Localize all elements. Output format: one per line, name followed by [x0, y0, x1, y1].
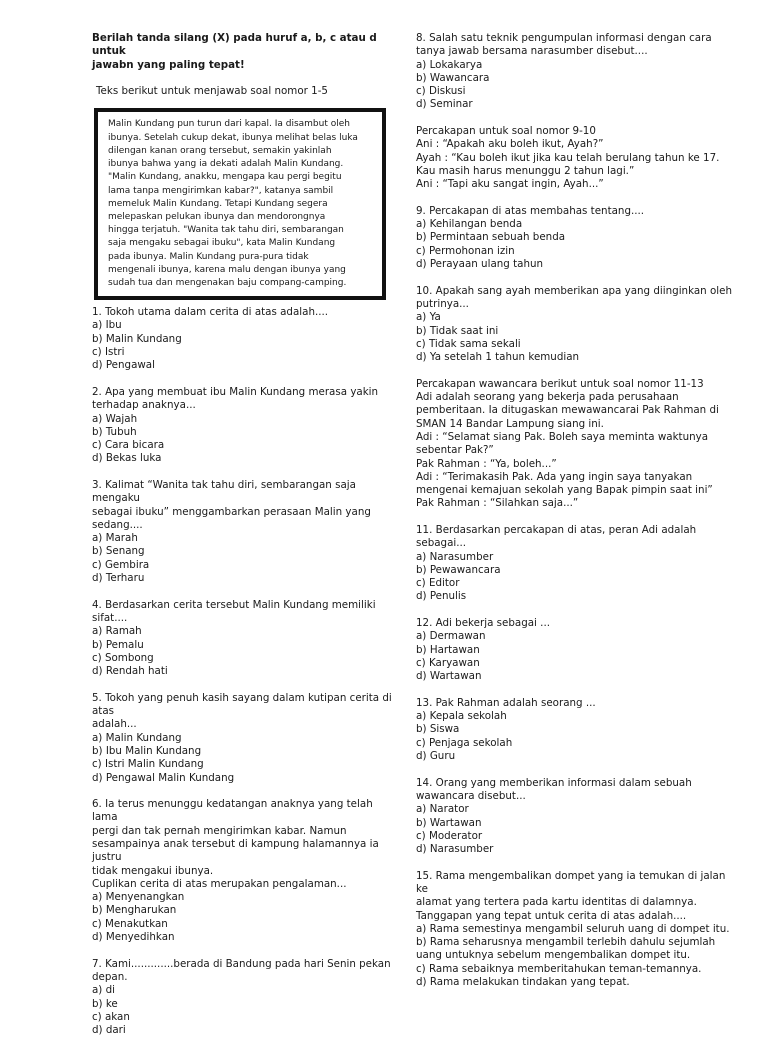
left-column: [92, 32, 396, 1051]
question-text: 5. Tokoh yang penuh kasih sayang dalam kutipan cerita di atas: [92, 691, 396, 718]
answer-option[interactable]: c) Menakutkan: [92, 917, 168, 930]
question-text: putrinya...: [416, 297, 469, 310]
passage-line: mengenali ibunya, karena malu dengan ibunya yang: [108, 264, 346, 275]
answer-option[interactable]: d) Rama melakukan tindakan yang tepat.: [416, 976, 630, 989]
answer-option[interactable]: a) Menyenangkan: [92, 891, 185, 904]
answer-option[interactable]: c) Cara bicara: [92, 439, 165, 452]
question-text: 8. Salah satu teknik pengumpulan informasi dengan cara: [416, 32, 712, 44]
question-text: alamat yang tertera pada kartu identitas di dalamnya.: [416, 896, 697, 909]
question-text: Tanggapan yang tepat untuk cerita di atas adalah....: [416, 909, 687, 922]
answer-option[interactable]: d) Pengawal Malin Kundang: [92, 771, 235, 784]
question-text: 4. Berdasarkan cerita tersebut Malin Kundang memiliki sifat....: [92, 598, 379, 624]
answer-option[interactable]: d) Bekas luka: [92, 452, 162, 465]
question-block: [92, 306, 392, 372]
answer-option[interactable]: b) Hartawan: [416, 643, 480, 656]
question-block: [416, 285, 736, 365]
answer-option[interactable]: d) dari: [92, 1024, 126, 1037]
question-text: 1. Tokoh utama dalam cerita di atas adalah....: [92, 306, 329, 319]
question-text: Cuplikan cerita di atas merupakan pengalaman...: [92, 877, 347, 890]
question-text: 6. Ia terus menunggu kedatangan anaknya yang telah lama: [92, 798, 376, 824]
answer-option[interactable]: c) Penjaga sekolah: [416, 736, 513, 749]
answer-option[interactable]: b) Mengharukan: [92, 904, 177, 917]
question-text: Pak Rahman : “Ya, boleh...”: [416, 457, 557, 470]
question-text: 11. Berdasarkan percakapan di atas, peran Adi adalah: [416, 523, 697, 536]
answer-option[interactable]: a) Wajah: [92, 412, 138, 425]
passage-intro: Teks berikut untuk menjawab soal nomor 1-5: [96, 85, 328, 98]
answer-option[interactable]: d) Ya setelah 1 tahun kemudian: [416, 351, 580, 364]
answer-option[interactable]: c) Diskusi: [416, 85, 466, 98]
question-text: Adi : “Terimakasih Pak. Ada yang ingin saya tanyakan: [416, 470, 693, 483]
question-block: [416, 870, 736, 990]
answer-option[interactable]: c) Editor: [416, 577, 460, 590]
question-text: Adi : “Selamat siang Pak. Boleh saya meminta waktunya: [416, 430, 709, 443]
answer-option[interactable]: c) Tidak sama sekali: [416, 337, 521, 350]
question-block: [416, 125, 736, 191]
question-text: depan.: [92, 970, 128, 983]
answer-option[interactable]: d) Wartawan: [416, 670, 482, 683]
question-block: [416, 617, 736, 683]
question-text: wawancara disebut...: [416, 789, 526, 802]
answer-option[interactable]: b) ke: [92, 997, 118, 1010]
answer-option[interactable]: a) Narator: [416, 803, 469, 816]
question-text: Ayah : “Kau boleh ikut jika kau telah berulang tahun ke 17.: [416, 151, 720, 164]
answer-option[interactable]: a) di: [92, 984, 115, 997]
answer-option[interactable]: c) Istri: [92, 346, 125, 359]
question-text: 3. Kalimat “Wanita tak tahu diri, sembarangan saja mengaku: [92, 478, 360, 505]
answer-option[interactable]: a) Lokakarya: [416, 58, 483, 71]
instructions-line: jawabn yang paling tepat!: [92, 58, 245, 71]
answer-option[interactable]: d) Perayaan ulang tahun: [416, 258, 544, 271]
answer-option[interactable]: d) Menyedihkan: [92, 931, 175, 944]
passage-line: lama tanpa mengirimkan kabar?", katanya sambil: [108, 185, 334, 196]
question-text: 14. Orang yang memberikan informasi dalam sebuah: [416, 776, 692, 789]
answer-option[interactable]: a) Kehilangan benda: [416, 218, 523, 231]
question-text: Ani : “Apakah aku boleh ikut, Ayah?”: [416, 138, 604, 151]
answer-option[interactable]: a) Marah: [92, 532, 138, 545]
question-block: [92, 958, 392, 1038]
question-block: [416, 524, 736, 604]
question-text: sebagai...: [416, 537, 467, 550]
question-text: Ani : “Tapi aku sangat ingin, Ayah...”: [416, 178, 604, 191]
question-text: pemberitaan. Ia ditugaskan mewawancarai Pak Rahman di: [416, 404, 719, 417]
question-text: tidak mengakui ibunya.: [92, 864, 214, 877]
answer-option[interactable]: d) Narasumber: [416, 843, 494, 856]
question-text: Percakapan wawancara berikut untuk soal nomor 11-13: [416, 377, 704, 390]
question-text: sebagai ibuku” menggambarkan perasaan Malin yang: [92, 505, 371, 518]
answer-option[interactable]: d) Pengawal: [92, 359, 155, 372]
answer-option[interactable]: c) Sombong: [92, 651, 154, 664]
passage-line: sudah tua dan mengenakan baju compang-camping.: [108, 277, 347, 288]
answer-option[interactable]: d) Guru: [416, 750, 456, 763]
answer-option[interactable]: a) Rama semestinya mengambil seluruh uang di dompet itu.: [416, 922, 730, 935]
question-block: [92, 479, 392, 585]
passage-line: melepaskan pelukan ibunya dan mendorongnya: [108, 211, 326, 222]
answer-option[interactable]: c) Karyawan: [416, 656, 480, 669]
answer-option[interactable]: a) Dermawan: [416, 630, 486, 643]
answer-option[interactable]: c) Permohonan izin: [416, 244, 515, 257]
passage-line: "Malin Kundang, anakku, mengapa kau pergi begitu: [108, 172, 342, 183]
answer-option[interactable]: b) Malin Kundang: [92, 332, 182, 345]
answer-option[interactable]: a) Ibu: [92, 319, 122, 332]
question-text: SMAN 14 Bandar Lampung siang ini.: [416, 417, 604, 430]
answer-option[interactable]: c) Moderator: [416, 829, 483, 842]
answer-option[interactable]: b) Tubuh: [92, 425, 137, 438]
passage-line: pada ibunya. Malin Kundang pura-pura tidak: [108, 251, 309, 262]
passage-line: Malin Kundang pun turun dari kapal. Ia disambut oleh: [108, 119, 350, 130]
question-text: adalah...: [92, 718, 137, 731]
question-text: 7. Kami.............berada di Bandung pada hari Senin pekan: [92, 957, 391, 970]
passage-line: ibunya. Setelah cukup dekat, ibunya melihat belas luka: [108, 132, 358, 143]
question-block: [416, 777, 736, 857]
answer-option[interactable]: b) Siswa: [416, 723, 460, 736]
answer-option[interactable]: a) Narasumber: [416, 550, 494, 563]
answer-option[interactable]: b) Tidak saat ini: [416, 324, 499, 337]
answer-option[interactable]: c) Rama sebaiknya memberitahukan teman-temannya.: [416, 962, 702, 975]
answer-option[interactable]: b) Wartawan: [416, 816, 482, 829]
question-block: [92, 599, 392, 679]
answer-option[interactable]: c) akan: [92, 1010, 130, 1023]
question-text: sesampainya anak tersebut di kampung halamannya ia justru: [92, 838, 383, 864]
question-text: Adi adalah seorang yang bekerja pada perusahaan: [416, 391, 679, 404]
answer-option[interactable]: b) Permintaan sebuah benda: [416, 231, 566, 244]
question-text: 2. Apa yang membuat ibu Malin Kundang merasa yakin: [92, 385, 379, 398]
question-text: 10. Apakah sang ayah memberikan apa yang diinginkan oleh: [416, 284, 732, 297]
question-block: [416, 32, 736, 112]
question-text: pergi dan tak pernah mengirimkan kabar. Namun: [92, 824, 347, 837]
passage-line: saja mengaku sebagai ibuku", kata Malin Kundang: [108, 238, 336, 249]
question-text: Percakapan untuk soal nomor 9-10: [416, 125, 596, 138]
passage-line: memeluk Malin Kundang. Tetapi Kundang segera: [108, 198, 328, 209]
answer-option[interactable]: d) Terharu: [92, 572, 145, 585]
answer-option[interactable]: c) Istri Malin Kundang: [92, 758, 204, 771]
question-text: Pak Rahman : “Silahkan saja...”: [416, 497, 579, 510]
question-text: 13. Pak Rahman adalah seorang ...: [416, 696, 596, 709]
answer-option[interactable]: a) Kepala sekolah: [416, 710, 507, 723]
question-text: 9. Percakapan di atas membahas tentang....: [416, 204, 645, 217]
question-block: [416, 378, 736, 511]
question-text: sedang....: [92, 518, 143, 531]
passage-line: ibunya bahwa yang ia dekati adalah Malin Kundang.: [108, 159, 344, 170]
question-text: 15. Rama mengembalikan dompet yang ia temukan di jalan ke: [416, 869, 729, 895]
answer-option[interactable]: b) Pewawancara: [416, 563, 501, 576]
answer-option[interactable]: b) Ibu Malin Kundang: [92, 744, 202, 757]
right-column: [416, 32, 736, 1003]
question-text: tanya jawab bersama narasumber disebut....: [416, 45, 648, 58]
question-text: Kau masih harus menunggu 2 tahun lagi.”: [416, 164, 635, 177]
answer-option[interactable]: d) Rendah hati: [92, 665, 168, 678]
right-question-list: [416, 32, 736, 989]
answer-option[interactable]: d) Penulis: [416, 590, 467, 603]
question-text: sebentar Pak?”: [416, 444, 494, 457]
question-text: terhadap anaknya...: [92, 399, 196, 412]
question-block: [92, 386, 392, 466]
question-block: [92, 691, 396, 785]
passage-line: dilengan kanan orang tersebut, semakin yakinlah: [108, 145, 332, 156]
answer-option[interactable]: c) Gembira: [92, 558, 150, 571]
answer-option[interactable]: a) Ramah: [92, 625, 142, 638]
answer-option[interactable]: uang untuknya sebelum mengembalikan dompet itu.: [416, 949, 691, 962]
left-question-list: [92, 306, 396, 1037]
passage-line: hingga terjatuh. "Wanita tak tahu diri, sembarangan: [108, 225, 344, 236]
question-block: [92, 798, 392, 944]
answer-option[interactable]: a) Ya: [416, 311, 441, 324]
answer-option[interactable]: a) Malin Kundang: [92, 731, 182, 744]
answer-option[interactable]: b) Pemalu: [92, 638, 144, 651]
passage-box: [94, 108, 386, 300]
answer-option[interactable]: b) Wawancara: [416, 71, 490, 84]
answer-option[interactable]: b) Rama seharusnya mengambil terlebih dahulu sejumlah: [416, 936, 716, 949]
question-text: mengenai kemajuan sekolah yang Bapak pimpin saat ini”: [416, 484, 713, 497]
instructions-line: Berilah tanda silang (X) pada huruf a, b, c atau d untuk: [92, 32, 381, 58]
answer-option[interactable]: d) Seminar: [416, 98, 473, 111]
answer-option[interactable]: b) Senang: [92, 545, 145, 558]
question-block: [416, 205, 736, 271]
question-block: [416, 697, 736, 763]
question-text: 12. Adi bekerja sebagai ...: [416, 617, 551, 630]
